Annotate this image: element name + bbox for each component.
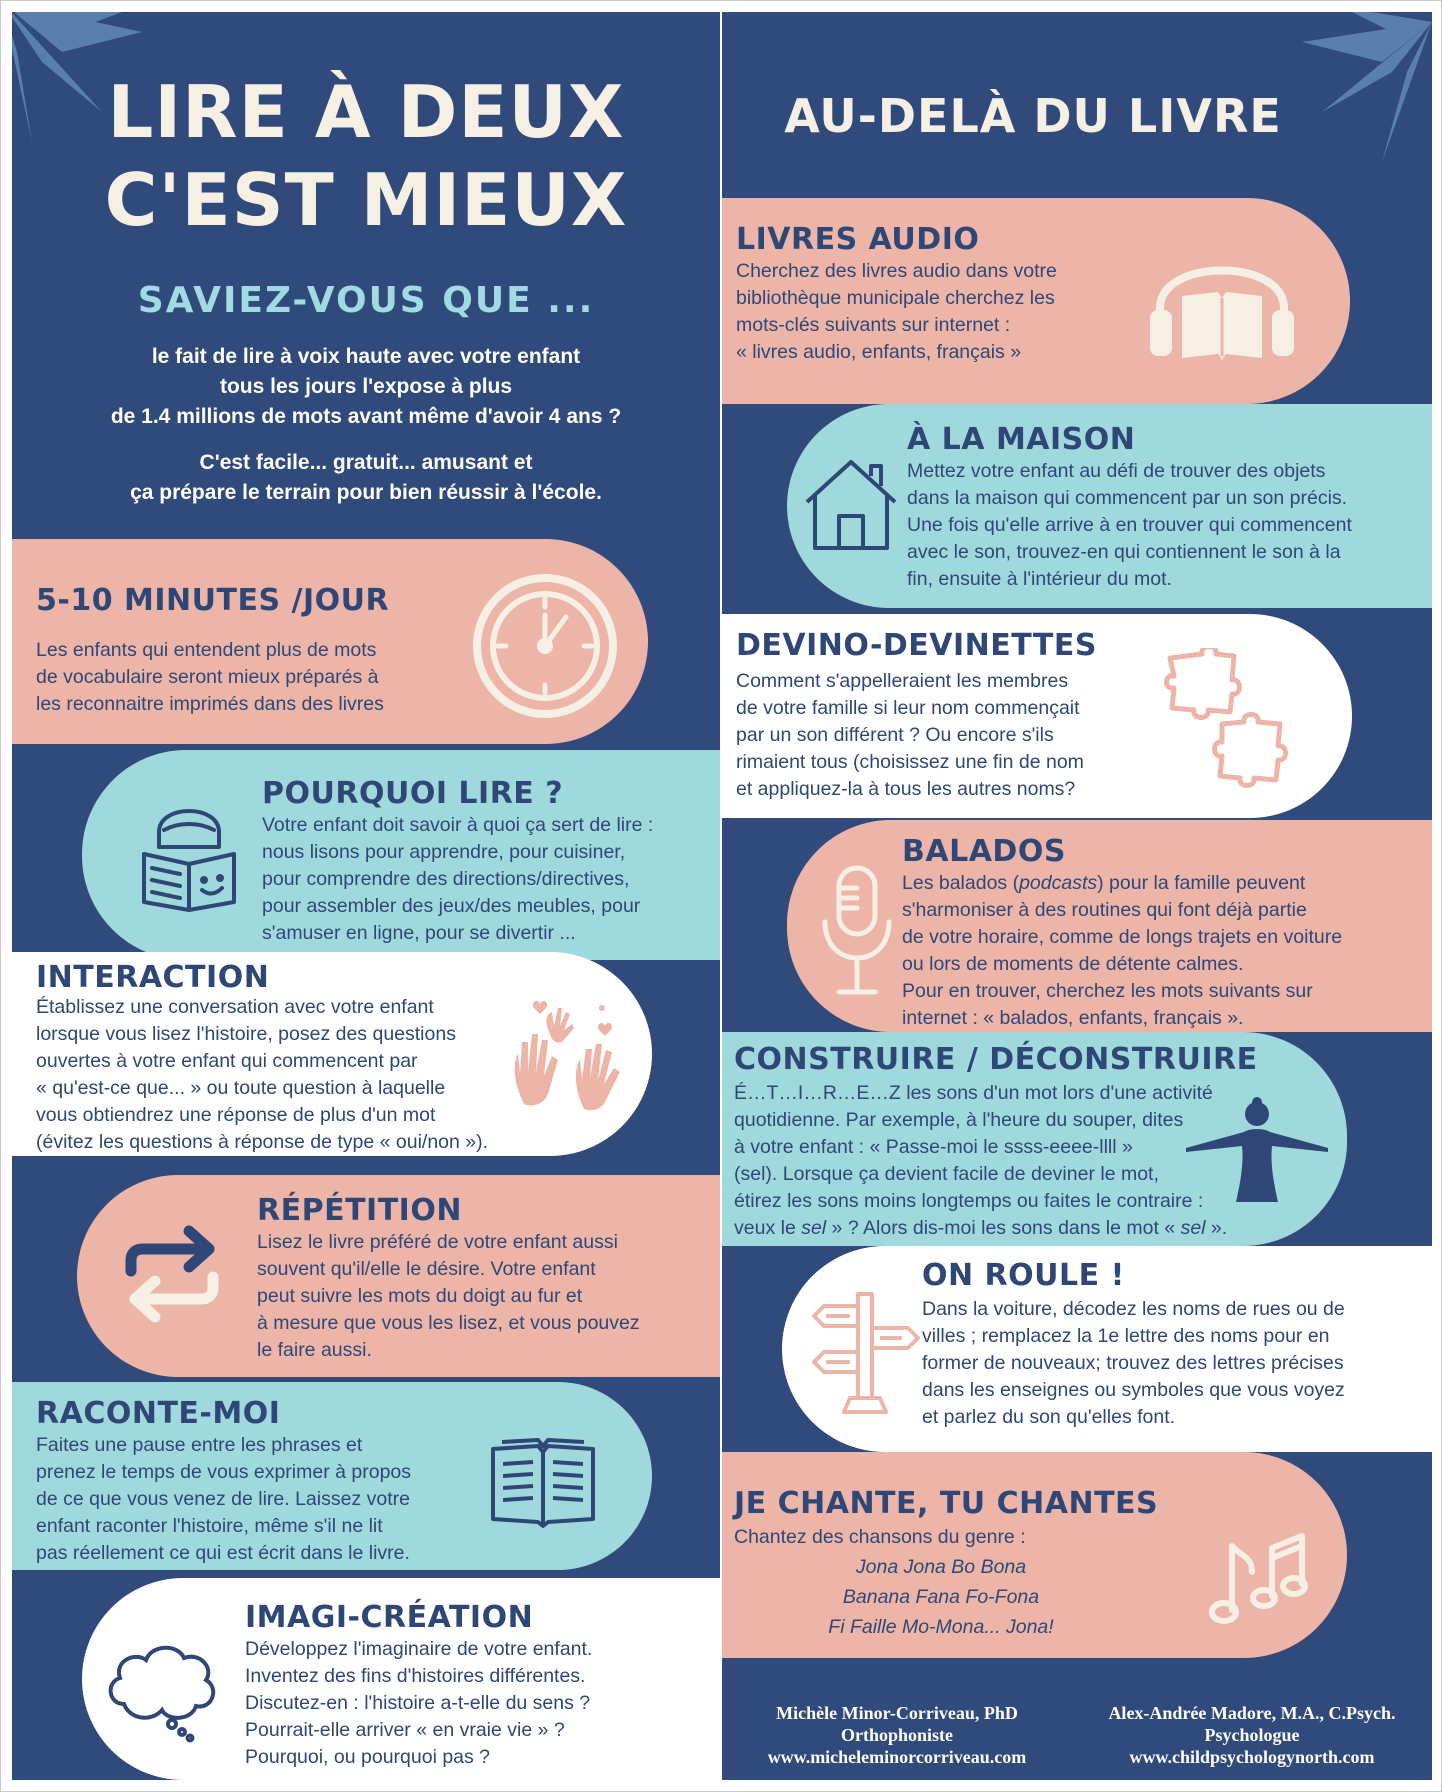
right-title: AU-DELÀ DU LIVRE bbox=[784, 89, 1282, 143]
section-interaction bbox=[12, 952, 652, 1156]
stretch-text-main: É…T…I…R…E…Z les sons d'un mot lors d'une activité quotidienne. Par exemple, à l'heure du souper, dites à votre enfant : « Passe-moi le ssss-eeee-llll » (sel). Lorsque ça devient facile de deviner le mot, étirez les sons moins longtemps ou faites le contraire : veux le bbox=[734, 1082, 1213, 1239]
section-heading: POURQUOI LIRE ? bbox=[262, 776, 564, 811]
podcast-text-italic: podcasts bbox=[1019, 872, 1098, 894]
subtitle: SAVIEZ-VOUS QUE ... bbox=[137, 280, 595, 321]
section-heading: ON ROULE ! bbox=[922, 1258, 1125, 1293]
intro-summary: C'est facile... gratuit... amusant et ça prépare le terrain pour bien réussir à l'école. bbox=[130, 451, 602, 504]
section-text: Cherchez des livres audio dans votre bibliothèque municipale cherchez les mots-clés suivants sur internet : « livres audio, enfants, français » bbox=[736, 260, 1057, 363]
section-tell-me bbox=[12, 1382, 652, 1570]
credit-author-1 bbox=[732, 1702, 1062, 1768]
section-text bbox=[734, 1080, 1227, 1242]
section-build-unbuild bbox=[722, 1032, 1347, 1246]
section-heading: DEVINO-DEVINETTES bbox=[736, 628, 1097, 663]
section-text: Votre enfant doit savoir à quoi ça sert de lire : nous lisons pour apprendre, pour cuisiner, pour comprendre des directions/directives, pour assembler des jeux/des meubles, pour s'amuser en ligne, pour se divertir ... bbox=[262, 814, 654, 944]
credit-author-2 bbox=[1077, 1702, 1427, 1768]
signpost-icon bbox=[810, 1288, 920, 1418]
section-text: Faites une pause entre les phrases et prenez le temps de vous exprimer à propos de ce que vous venez de lire. Laissez votre enfant raconter l'histoire, même s'il ne lit pas réellement ce qui est écrit dans le livre. bbox=[36, 1434, 412, 1564]
puzzle-icon bbox=[1162, 648, 1292, 788]
song-line-3: Fi Faille Mo-Mona... Jona! bbox=[828, 1616, 1054, 1638]
stretching-person-icon bbox=[1182, 1094, 1332, 1204]
microphone-icon bbox=[817, 862, 897, 1002]
section-text bbox=[902, 870, 1342, 1032]
house-icon bbox=[801, 454, 901, 554]
main-title-line1: LIRE À DEUX bbox=[107, 70, 625, 154]
intro-paragraph: le fait de lire à voix haute avec votre enfant tous les jours l'expose à plus de 1.4 millions de mots avant même d'avoir 4 ans ? bbox=[110, 345, 622, 428]
clock-icon bbox=[470, 571, 620, 721]
repeat-icon bbox=[117, 1219, 227, 1329]
section-text: Les enfants qui entendent plus de mots de vocabulaire seront mieux préparés à les reconnaitre imprimés dans des livres bbox=[36, 639, 384, 715]
author-name: Alex-Andrée Madore, M.A., C.Psych. bbox=[1108, 1703, 1396, 1723]
section-imagi-creation bbox=[82, 1578, 720, 1780]
section-text: Dans la voiture, décodez les noms de rues ou de villes ; remplacez la 1e lettre des noms pour en former de nouveaux; trouvez des lettres précises dans les enseignes ou symboles que vous voyez et parlez du son qu'elles font. bbox=[922, 1298, 1345, 1428]
music-notes-icon bbox=[1202, 1526, 1312, 1636]
section-heading: BALADOS bbox=[902, 834, 1066, 869]
section-heading: LIVRES AUDIO bbox=[736, 222, 980, 257]
author-role: Orthophoniste bbox=[840, 1725, 954, 1745]
section-why-read bbox=[82, 750, 720, 960]
section-heading: À LA MAISON bbox=[907, 422, 1136, 457]
song-line-2: Banana Fana Fo-Fona bbox=[842, 1586, 1040, 1608]
thought-cloud-icon bbox=[102, 1634, 222, 1744]
podcast-text-start: Les balados ( bbox=[902, 872, 1020, 894]
headphones-book-icon bbox=[1142, 238, 1302, 368]
word-sel-italic: sel bbox=[1180, 1217, 1206, 1239]
section-sing-along bbox=[722, 1452, 1347, 1658]
open-book-icon bbox=[488, 1434, 598, 1534]
author-website: www.childpsychologynorth.com bbox=[1129, 1747, 1375, 1767]
main-title-line2: C'EST MIEUX bbox=[104, 158, 628, 242]
section-text: Lisez le livre préféré de votre enfant aussi souvent qu'il/elle le désire. Votre enfant peut suivre les mots du doigt au fur et à mesure que vous les lisez, et vous pouvez le faire aussi. bbox=[257, 1231, 640, 1361]
section-heading: INTERACTION bbox=[36, 960, 270, 995]
section-heading: RACONTE-MOI bbox=[36, 1396, 281, 1431]
section-heading: JE CHANTE, TU CHANTES bbox=[734, 1486, 1159, 1521]
song-line-1: Jona Jona Bo Bona bbox=[855, 1556, 1027, 1578]
section-heading: CONSTRUIRE / DÉCONSTRUIRE bbox=[734, 1042, 1258, 1077]
stretch-text-continued: » ? Alors dis-moi les sons dans le mot « bbox=[826, 1217, 1181, 1239]
section-heading: IMAGI-CRÉATION bbox=[245, 1600, 534, 1635]
left-column bbox=[12, 12, 720, 1780]
stretch-text-end: ». bbox=[1205, 1217, 1228, 1239]
section-podcasts bbox=[787, 820, 1432, 1032]
author-role: Psychologue bbox=[1204, 1725, 1300, 1745]
section-text: Mettez votre enfant au défi de trouver des objets dans la maison qui commencent par un son précis. Une fois qu'elle arrive à en trouver qui commencent avec le son, trouvez-en qui contiennent le son à la fin, ensuite à l'intérieur du mot. bbox=[907, 460, 1352, 590]
section-at-home bbox=[787, 404, 1432, 608]
child-reading-icon bbox=[134, 792, 244, 912]
right-column bbox=[722, 12, 1432, 1780]
section-riddles bbox=[722, 614, 1352, 818]
section-on-the-road bbox=[782, 1246, 1432, 1452]
hands-icon bbox=[504, 994, 634, 1114]
section-text: Établissez une conversation avec votre enfant lorsque vous lisez l'histoire, posez des questions ouvertes à votre enfant qui commencent par « qu'est-ce que... » ou toute question à laquelle vous obtiendrez une réponse de plus d'un mot (évitez les questions à réponse de type « oui/non »). bbox=[36, 996, 489, 1153]
author-name: Michèle Minor-Corriveau, PhD bbox=[776, 1703, 1018, 1723]
section-text: Chantez des chansons du genre : bbox=[734, 1526, 1026, 1548]
section-minutes-per-day bbox=[12, 539, 648, 744]
word-sel-italic: sel bbox=[801, 1217, 827, 1239]
section-heading: 5-10 MINUTES /JOUR bbox=[36, 583, 390, 618]
section-audio-books bbox=[722, 198, 1350, 404]
podcast-text-end: ) pour la famille peuvent s'harmoniser à des routines qui font déjà partie de votre horaire, comme de longs trajets en voiture ou lors de moments de détente calmes. Pour en trouver, cherchez les mots suivants sur internet : « balados, enfants, français ». bbox=[902, 872, 1343, 1029]
section-text: Comment s'appelleraient les membres de votre famille si leur nom commençait par un son différent ? Ou encore s'ils rimaient tous (choisissez une fin de nom et appliquez-la à tous les autres noms? bbox=[736, 670, 1084, 800]
section-text: Développez l'imaginaire de votre enfant. Inventez des fins d'histoires différentes. Discutez-en : l'histoire a-t-elle du sens ? Pourrait-elle arriver « en vraie vie » ? Pourquoi, ou pourquoi pas ? bbox=[245, 1638, 593, 1768]
section-heading: RÉPÉTITION bbox=[257, 1193, 462, 1228]
author-website: www.micheleminorcorriveau.com bbox=[767, 1747, 1027, 1767]
section-repetition bbox=[77, 1175, 720, 1377]
